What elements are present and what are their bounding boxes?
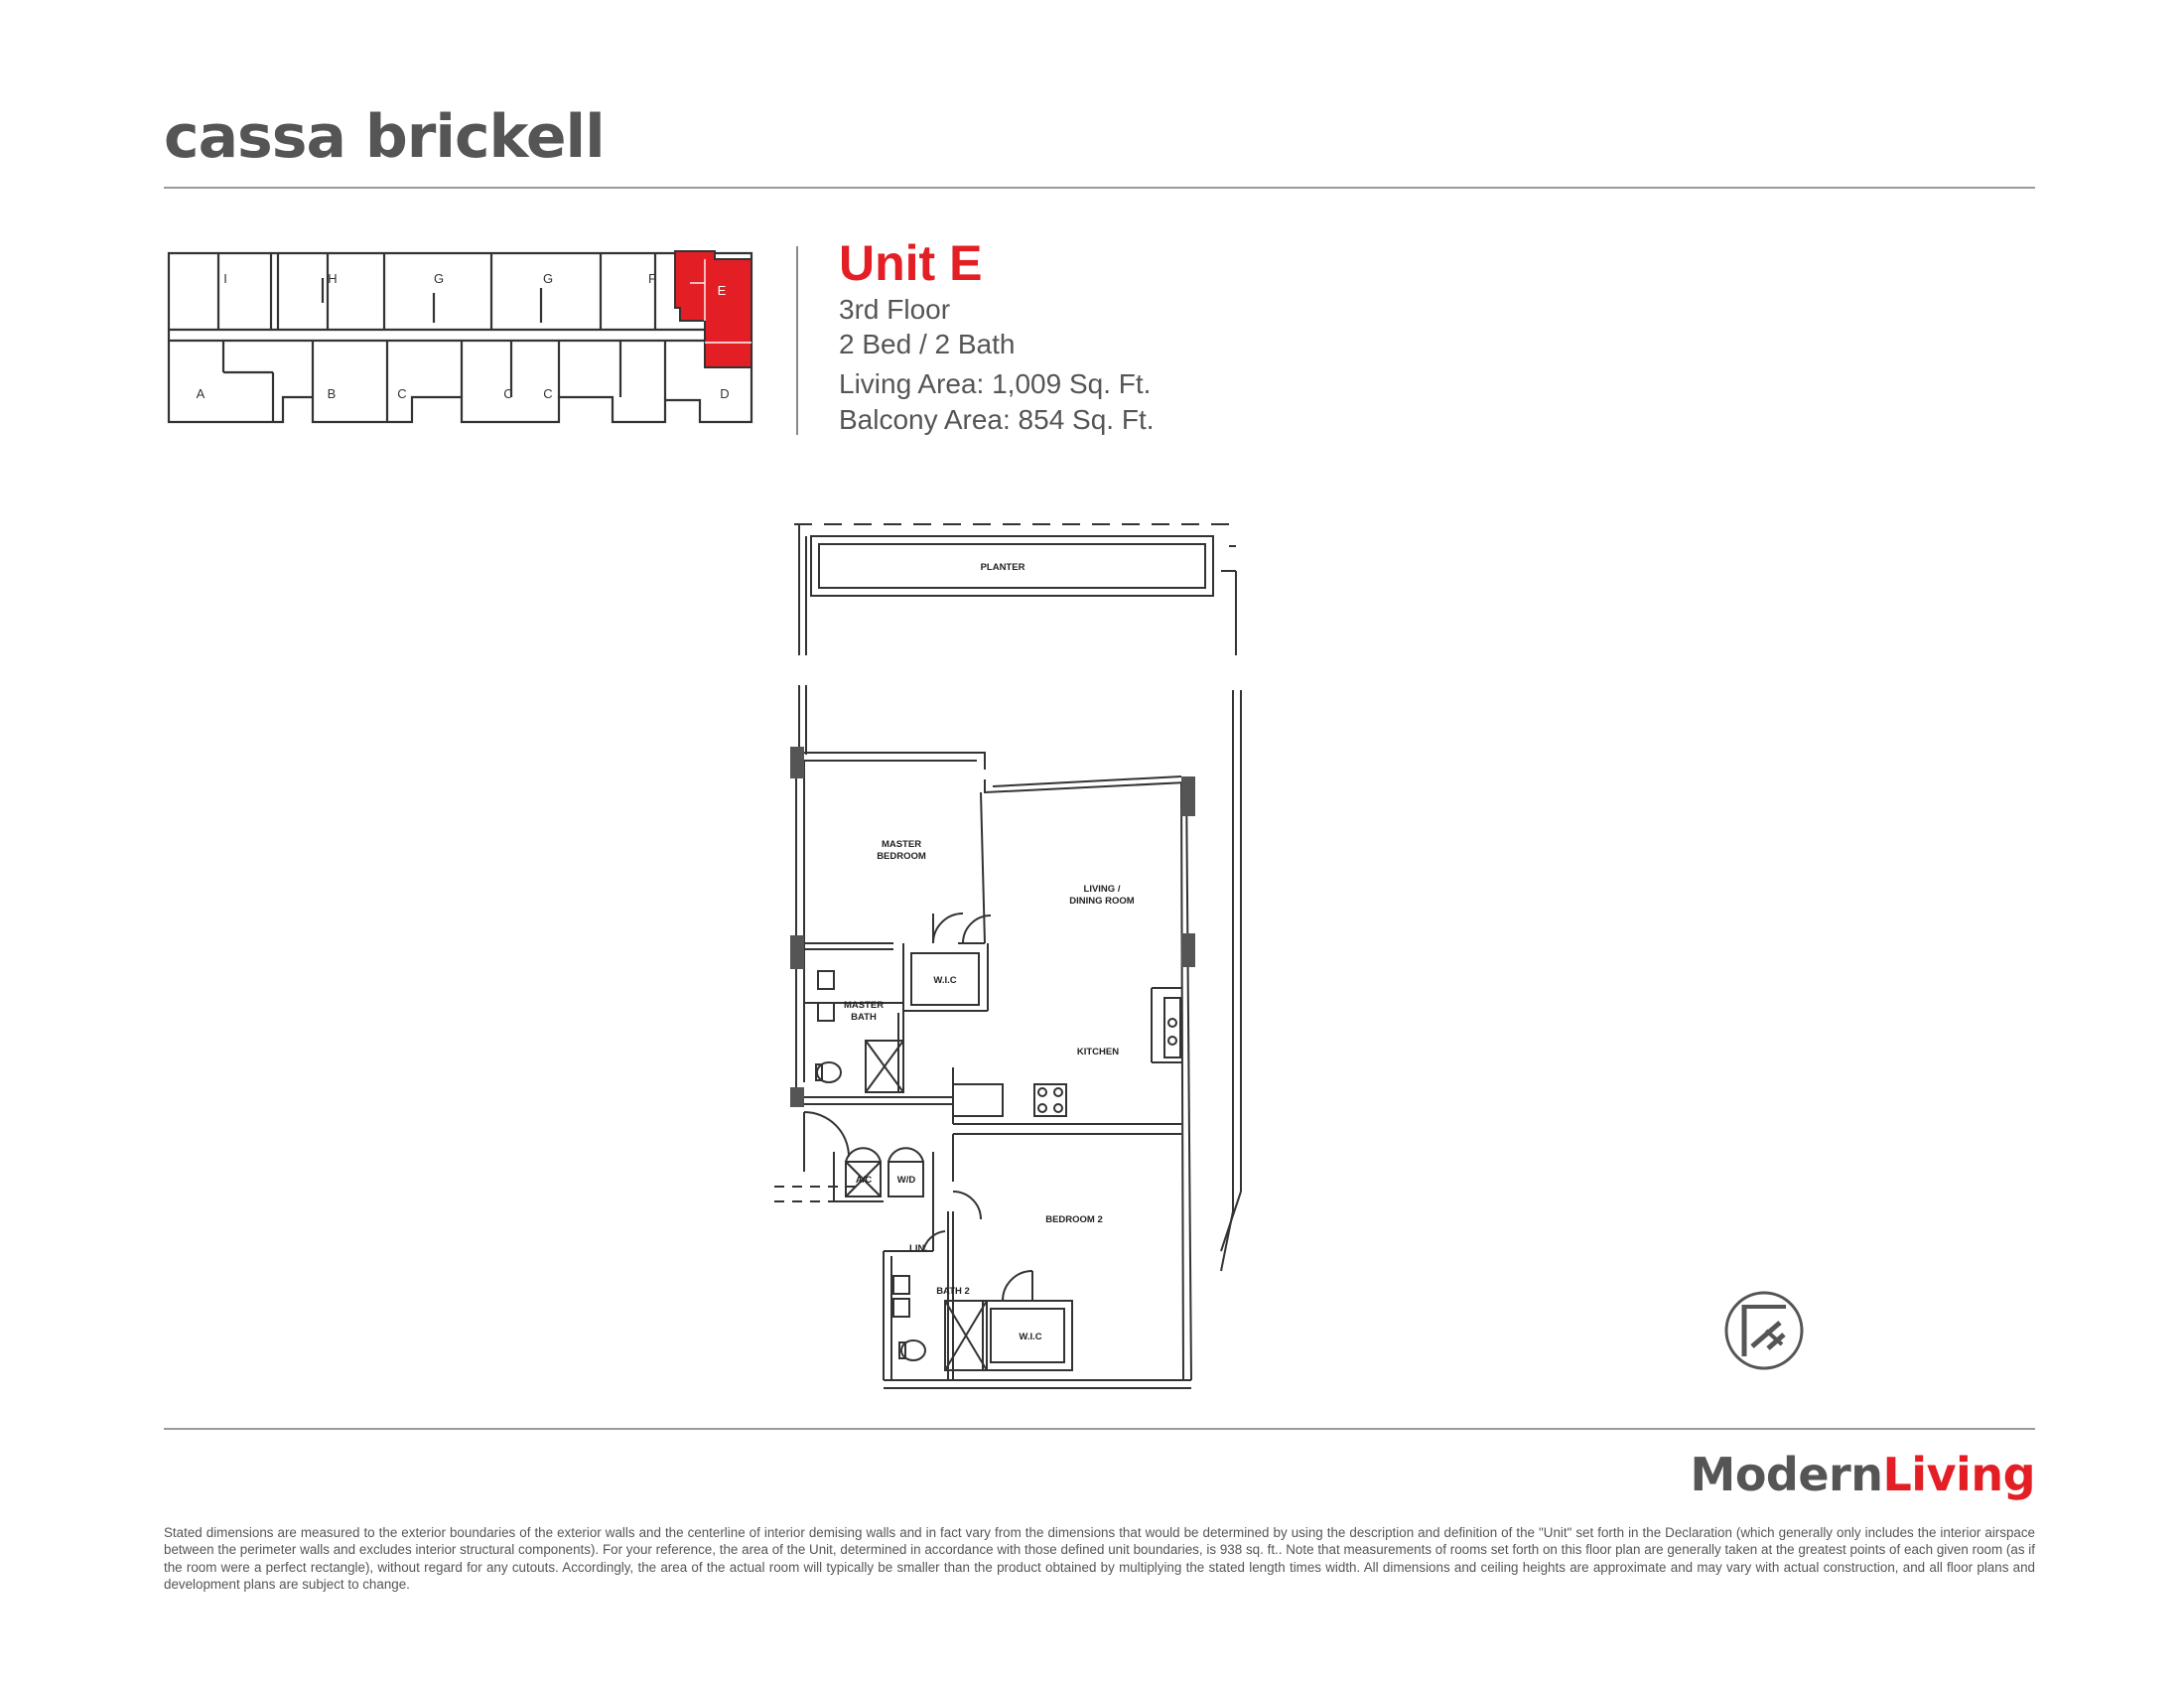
keyplan-label: G (433, 271, 445, 286)
legal-disclaimer: Stated dimensions are measured to the exterior boundaries of the exterior walls and the centerline of interior demising walls and in fact vary from the dimensions that would be determined by using the description and definition of the "Unit" set forth in the Declaration (which generally only includes the interior airspace between the perimeter walls and excludes interior structural components). For your reference, the area of the Unit, determined in accordance with those defined unit boundaries, is 938 sq. ft.. Note that measurements of rooms set forth on this floor plan are generally taken at the greatest points of each given room (as if the room were a perfect rectangle), without regard for any cutouts. Accordingly, the area of the actual room will typically be smaller than the product obtained by multiplying the stated length times width. All dimensions and ceiling heights are approximate and may vary with actual construction, and all floor plans and development plans are subject to change. (164, 1525, 2035, 1593)
info-divider (796, 246, 798, 435)
keyplan-label: E (717, 283, 727, 298)
room-label-linen: LIN. (909, 1243, 927, 1254)
building-keyplan (164, 243, 759, 427)
room-label-master-bath: MASTER (843, 1000, 885, 1011)
header-divider (164, 187, 2035, 189)
unit-balcony-area: Balcony Area: 854 Sq. Ft. (839, 404, 1155, 435)
keyplan-label: F (648, 271, 656, 286)
keyplan-label: C (543, 386, 553, 401)
room-label-master-bedroom: MASTER (881, 839, 922, 850)
project-title: cassa brickell (164, 102, 605, 172)
room-label-ac: A/C (855, 1175, 873, 1186)
room-label-kitchen: KITCHEN (1076, 1047, 1120, 1057)
keyplan-label: A (196, 386, 205, 401)
room-label-master-bedroom: BEDROOM (877, 851, 926, 862)
brand-logo (1690, 1448, 2035, 1501)
room-label-planter: PLANTER (980, 562, 1025, 573)
room-label-bedroom2: BEDROOM 2 (1045, 1214, 1103, 1225)
room-label-wic: W.I.C (933, 975, 957, 986)
footer-divider (164, 1428, 2035, 1430)
keyplan-label: I (223, 271, 227, 286)
room-label-wd: W/D (896, 1175, 916, 1186)
room-label-living: DINING ROOM (1069, 896, 1135, 907)
room-label-master-bath: BATH (851, 1012, 877, 1023)
unit-floor: 3rd Floor (839, 294, 951, 325)
keyplan-label: C (503, 386, 513, 401)
keyplan-label: C (397, 386, 407, 401)
north-arrow-icon (1722, 1289, 1806, 1372)
structural-columns (790, 747, 1195, 1107)
keyplan-label: G (542, 271, 554, 286)
unit-floorplan (774, 516, 1251, 1390)
room-label-bath2: BATH 2 (936, 1286, 970, 1297)
room-label-wic2: W.I.C (1019, 1332, 1042, 1342)
unit-bed-bath: 2 Bed / 2 Bath (839, 329, 1016, 359)
unit-title: Unit E (839, 235, 983, 291)
brand-logo-part1: Modern (1690, 1448, 1883, 1501)
keyplan-label: D (720, 386, 730, 401)
keyplan-label: H (328, 271, 338, 286)
brand-logo-part2: Living (1882, 1448, 2035, 1501)
room-label-living: LIVING / (1083, 884, 1121, 895)
keyplan-label: B (327, 386, 337, 401)
unit-living-area: Living Area: 1,009 Sq. Ft. (839, 368, 1152, 399)
